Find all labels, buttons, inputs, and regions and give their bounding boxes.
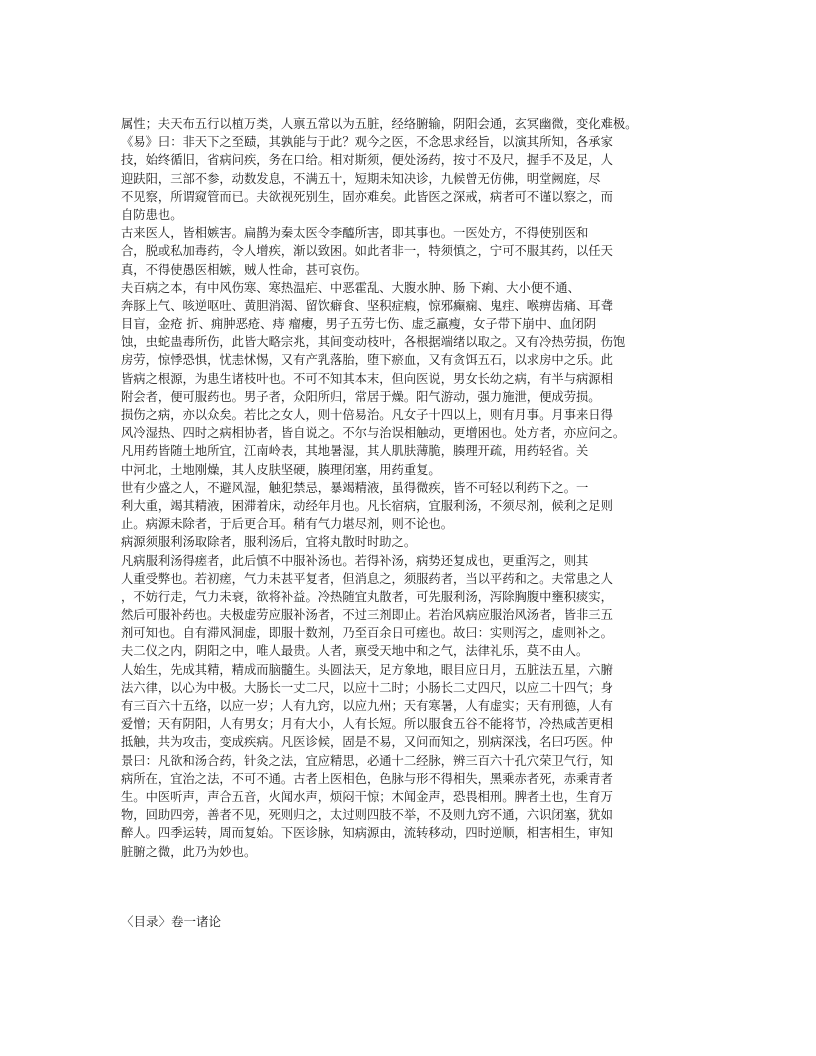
text-line: 止。病源未除者，于后更合耳。稍有气力堪尽剂，则不论也。 (121, 517, 454, 532)
text-line: 皆病之根源，为患生诸枝叶也。不可不知其本末，但向医说，男女长幼之病，有半与病源相 (121, 371, 613, 386)
text-line: 病源须服利汤取除者，服利汤后，宜将丸散时时助之。 (121, 535, 417, 550)
text-line: 法六律，以心为中极。大肠长一丈二尺，以应十二时；小肠长二丈四尺，以应二十四气；身 (121, 680, 613, 695)
text-line: 利大重，竭其精液，困滞着床，动经年月也。凡长宿病，宜服利汤，不须尽剂，候利之足则 (121, 498, 613, 513)
text-line: 凡病服利汤得瘥者，此后慎不中服补汤也。若得补汤，病势还复成也，更重泻之，则其 (121, 553, 589, 568)
text-line: 抵触，共为攻击，变成疾病。凡医诊候，固是不易，又问而知之，别病深浅，名曰巧医。仲 (121, 735, 613, 750)
text-line: 人始生，先成其精，精成而脑髓生。头圆法天，足方象地，眼目应日月，五脏法五星，六腑 (121, 662, 613, 677)
text-line: 凡用药皆随土地所宜，江南岭表，其地暑湿，其人肌肤薄脆，腠理开疏，用药轻省。关 (121, 444, 589, 459)
text-line: 附会者，便可服药也。男子者，众阳所归，常居于燥。阳气游动，强力施泄，便成劳损。 (121, 389, 601, 404)
text-line: 人重受弊也。若初瘥，气力未甚平复者，但消息之，须服药者，当以平药和之。夫常患之人 (121, 571, 613, 586)
toc-link[interactable]: 〈目录〉卷一诸论 (121, 914, 222, 929)
text-line: 古来医人，皆相嫉害。扁鹊为秦太医令李醯所害，即其事也。一医处方，不得使别医和 (121, 226, 589, 241)
text-line: 合，脱或私加毒药，令人增疾，渐以致困。如此者非一，特须慎之，宁可不服其药，以任天 (121, 244, 613, 259)
text-line: 景曰：凡欲和汤合药，针灸之法，宜应精思，必通十二经脉，辨三百六十孔穴荣卫气行，知 (121, 753, 613, 768)
text-line: 世有少盛之人，不避风湿，触犯禁忌，暴竭精液，虽得微疾，皆不可轻以利药下之。一 (121, 480, 589, 495)
text-line: 夫百病之本，有中风伤寒、寒热温疟、中恶霍乱、大腹水肿、肠 下痢、大小便不通、 (121, 280, 580, 295)
text-line: ，不妨行走，气力未衰，欲将补益。冷热随宜丸散者，可先服利汤，泻除胸腹中壅积痰实， (121, 589, 613, 604)
text-line: 损伤之病，亦以众矣。若比之女人，则十倍易治。凡女子十四以上，则有月事。月事来日得 (121, 408, 613, 422)
text-line: 醉人。四季运转，周而复始。下医诊脉，知病源由，流转移动，四时逆顺，相害相生，审知 (121, 826, 613, 841)
text-line: 物，回助四旁，善者不见，死则归之，太过则四肢不举，不及则九窍不通，六识闭塞，犹如 (121, 808, 613, 823)
text-line: 目盲，金疮 折、痈肿恶疮、痔 瘤瘿，男子五劳七伤、虚乏羸瘦，女子带下崩中、血闭阴 (121, 317, 597, 332)
text-line: 技，始终循旧，省病问疾，务在口给。相对斯须，便处汤药，按寸不及尺，握手不及足，人 (121, 153, 613, 168)
text-line: 有三百六十五络，以应一岁；人有九窍，以应九州；天有寒暑，人有虚实；天有刑德，人有 (121, 699, 613, 713)
text-line: 奔豚上气、咳逆呕吐、黄胆消渴、留饮癖食、坚积症瘕，惊邪癫痫、鬼疰、喉痹齿痛、耳聋 (121, 298, 613, 313)
text-line: 迎趺阳，三部不参，动数发息，不满五十，短期未知决诊，九候曾无仿佛，明堂阙庭，尽 (121, 171, 601, 186)
text-line: 自防患也。 (121, 207, 183, 222)
text-line: 生。中医听声，声合五音，火闻水声，烦闷干惊；木闻金声，恐畏相刑。脾者土也，生育万 (121, 789, 613, 804)
text-line: 不见察，所谓窥管而已。夫欲视死别生，固亦难矣。此皆医之深戒，病者可不谨以察之，而 (121, 189, 613, 204)
text-line: 病所在，宜治之法，不可不通。古者上医相色，色脉与形不得相失，黑乘赤者死，赤乘青者 (121, 771, 613, 786)
text-line: 爱憎；天有阴阳，人有男女；月有大小，人有长短。所以服食五谷不能将节，冷热咸苦更相 (121, 717, 613, 732)
text-line: 蚀，虫蛇蛊毒所伤，此皆大略宗兆，其间变动枝叶，各根据端绪以取之。又有冷热劳损，伤饱 (121, 335, 626, 350)
text-line: 真，不得使愚医相嫉，贼人性命，甚可哀伤。 (121, 262, 367, 277)
text-line: 《易》曰：非天下之至赜，其孰能与于此？观今之医，不念思求经旨，以演其所知，各承家 (121, 135, 613, 150)
text-line: 然后可服补药也。夫极虚劳应服补汤者，不过三剂即止。若治风病应服治风汤者，皆非三五 (121, 608, 613, 623)
text-line: 房劳，惊悸恐惧，忧恚怵惕，又有产乳落胎，堕下瘀血，又有贪饵五石，以求房中之乐。此 (121, 353, 613, 368)
text-line: 中河北，土地刚燥，其人皮肤坚硬，腠理闭塞，用药重复。 (121, 462, 441, 477)
text-line: 属性；夫天布五行以植万类，人禀五常以为五脏，经络腑输，阴阳会通，玄冥幽微，变化难极。 (121, 117, 638, 131)
text-line: 风冷湿热、四时之病相协者，皆自说之。不尔与治误相触动，更增困也。处方者，亦应问之。 (121, 426, 626, 441)
text-line: 脏腑之微，此乃为妙也。 (121, 844, 257, 859)
text-line: 夫二仪之内，阴阳之中，唯人最贵。人者，禀受天地中和之气，法律礼乐，莫不由人。 (121, 644, 589, 659)
text-line: 剂可知也。自有滞风洞虚，即服十数剂，乃至百余日可瘥也。故曰：实则泻之，虚则补之。 (121, 626, 613, 641)
body-text (121, 115, 721, 861)
